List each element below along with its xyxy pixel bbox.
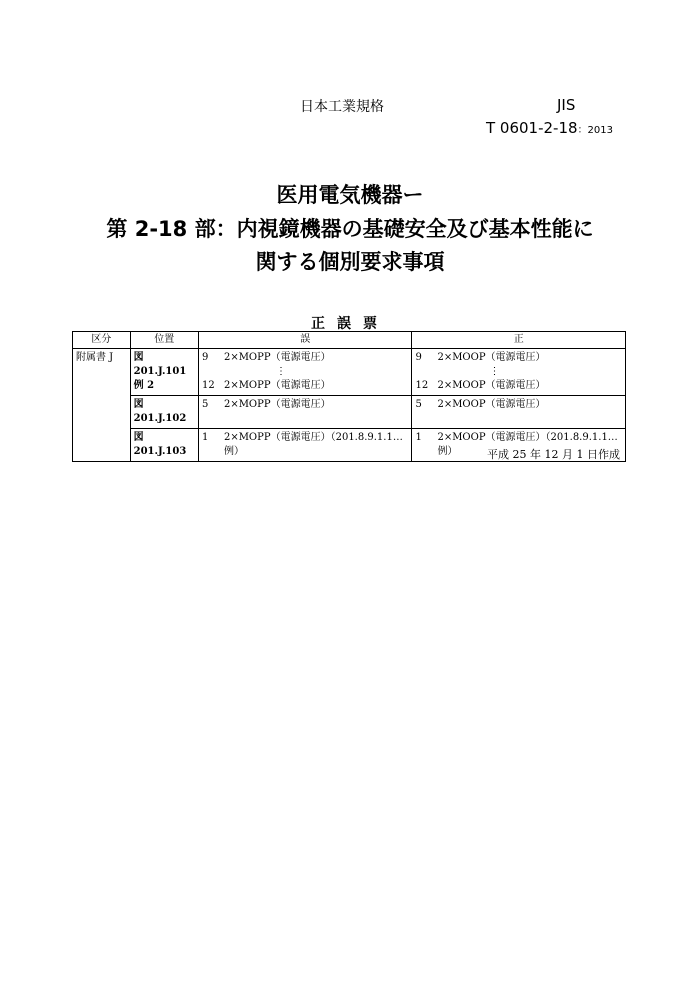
column-header-position: 位置 [130, 332, 198, 349]
standard-code: T 0601-2-18 [486, 119, 578, 137]
errata-heading: 正誤票 [311, 316, 389, 332]
position-label: 図 201.J.101 [133, 352, 187, 377]
line-text: 2×MOOP（電源電圧） [437, 352, 546, 363]
table-row [73, 349, 626, 396]
line-number: 1 [415, 432, 422, 443]
position-label: 図 201.J.103 [133, 432, 187, 457]
position-sublabel: 例 2 [133, 380, 155, 391]
creation-date: 平成 25 年 12 月 1 日作成 [487, 448, 620, 461]
line-text: 2×MOOP（電源電圧） [437, 380, 546, 391]
line-text: 2×MOPP（電源電圧）（201.8.9.1.1… [223, 432, 403, 443]
line-text: 例） [223, 446, 244, 457]
position-cell [130, 429, 198, 462]
line-number [415, 365, 437, 379]
line-number: 12 [415, 380, 429, 391]
line-text: 2×MOPP（電源電圧） [223, 352, 331, 363]
line-text: 2×MOOP（電源電圧） [437, 399, 546, 410]
line-number [415, 445, 437, 459]
org-name: 日本工業規格 [300, 99, 384, 115]
table-row [73, 396, 626, 429]
line-number: 9 [201, 352, 209, 363]
errata-table [72, 331, 626, 462]
vertical-ellipsis: ⋮ [489, 366, 500, 377]
wrong-cell [198, 396, 412, 429]
line-number [202, 365, 224, 379]
wrong-line [202, 351, 409, 365]
correct-cell [412, 396, 626, 429]
vertical-ellipsis: ⋮ [275, 366, 286, 377]
column-header-section: 区分 [73, 332, 131, 349]
title-line-3: 関する個別要求事項 [255, 250, 445, 274]
column-header-correct: 正 [412, 332, 626, 349]
line-text: 2×MOPP（電源電圧） [223, 399, 331, 410]
position-cell [130, 349, 198, 396]
standard-year: ：2013 [577, 125, 614, 136]
jis-label: JIS [557, 96, 576, 114]
line-text: 例） [437, 446, 458, 457]
wrong-cell [198, 349, 412, 396]
section-cell: 附属書 J [73, 349, 131, 462]
line-number: 1 [201, 432, 209, 443]
title-line-2: 第 2-18 部：内視鏡機器の基礎安全及び基本性能に [106, 217, 594, 241]
position-cell [130, 396, 198, 429]
wrong-line [202, 445, 409, 459]
position-label: 図 201.J.102 [133, 399, 187, 424]
line-number: 5 [201, 399, 209, 410]
correct-line [415, 379, 622, 393]
line-text: 2×MOPP（電源電圧） [223, 380, 331, 391]
correct-line [415, 431, 622, 445]
line-number: 9 [415, 352, 422, 363]
correct-cell [412, 349, 626, 396]
title-line-1: 医用電気機器ー [276, 183, 424, 207]
correct-line [415, 351, 622, 365]
line-number: 5 [415, 399, 422, 410]
wrong-cell [198, 429, 412, 462]
line-text: 2×MOOP（電源電圧）（201.8.9.1.1… [437, 432, 618, 443]
column-header-wrong: 誤 [198, 332, 412, 349]
wrong-line [202, 365, 409, 379]
correct-line [415, 365, 622, 379]
correct-line [415, 398, 622, 412]
wrong-line [202, 431, 409, 445]
line-number: 12 [201, 380, 215, 391]
line-number [202, 445, 224, 459]
table-header-row [73, 332, 626, 349]
standard-number [486, 119, 613, 137]
wrong-line [202, 379, 409, 393]
wrong-line [202, 398, 409, 412]
